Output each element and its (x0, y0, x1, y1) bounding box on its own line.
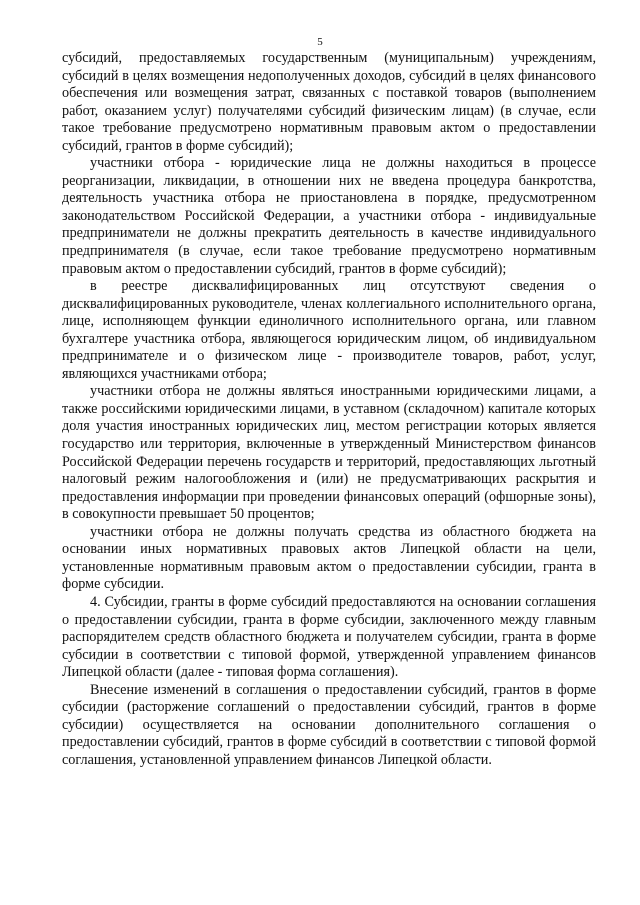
paragraph-continuation: субсидий, предоставляемых государственным (муниципальным) учреждениям, субсидий в целях возмещения недополученных доходов, субсидий в целях финансового обеспечения или возмещения затрат, связанных с поставкой товаров (выполнением работ, оказанием услуг) получателями субсидий физическим лицам) (в случае, если такое требование предусмотрено нормативным правовым актом о предоставлении субсидий, грантов в форме субсидий); (62, 50, 596, 154)
document-body (62, 50, 596, 769)
paragraph-agreement-amendments: Внесение изменений в соглашения о предоставлении субсидий, грантов в форме субсидии (расторжение соглашений о предоставлении субсидий, грантов в форме субсидии) осуществляется на основании дополнительного соглашения о предоставлении субсидий, грантов в форме субсидий в соответствии с типовой формой соглашения, установленной управлением финансов Липецкой области. (62, 681, 596, 768)
paragraph-regional-budget-funds: участники отбора не должны получать средства из областного бюджета на основании иных нормативных правовых актов Липецкой области на цели, установленные нормативным правовым актом о предоставлении субсидии, гранта в форме субсидии. (62, 523, 596, 593)
paragraph-disqualified-persons-registry: в реестре дисквалифицированных лиц отсутствуют сведения о дисквалифицированных руководителе, членах коллегиального исполнительного органа, лице, исполняющем функции единоличного исполнительного органа, или главном бухгалтере участника отбора, являющегося юридическим лицом, об индивидуальном предпринимателе и о физическом лице - производителе товаров, работ, услуг, являющихся участниками отбора; (62, 278, 596, 382)
paragraph-foreign-entities: участники отбора не должны являться иностранными юридическими лицами, а также российскими юридическими лицами, в уставном (складочном) капитале которых доля участия иностранных юридических лиц, местом регистрации которых является государство или территория, включенные в утвержденный Министерством финансов Российской Федерации перечень государств и территорий, предоставляющих льготный налоговый режим налогообложения и (или) не предусматривающих раскрытия и предоставления информации при проведении финансовых операций (офшорные зоны), в совокупности превышает 50 процентов; (62, 383, 596, 523)
paragraph-reorganization-requirement: участники отбора - юридические лица не должны находиться в процессе реорганизации, ликвидации, в отношении них не введена процедура банкротства, деятельность участника отбора не приостановлена в порядке, предусмотренном законодательством Российской Федерации, а участники отбора - индивидуальные предприниматели не должны прекратить деятельность в качестве индивидуального предпринимателя (в случае, если такое требование предусмотрено нормативным правовым актом о предоставлении субсидий, грантов в форме субсидий); (62, 155, 596, 277)
page-number: 5 (317, 36, 323, 48)
paragraph-section-4-agreement: 4. Субсидии, гранты в форме субсидий предоставляются на основании соглашения о предоставлении субсидии, гранта в форме субсидии, заключенного между главным распорядителем средств областного бюджета и получателем субсидии, гранта в форме субсидии в соответствии с типовой формой, утвержденной управлением финансов Липецкой области (далее - типовая форма соглашения). (62, 593, 596, 681)
